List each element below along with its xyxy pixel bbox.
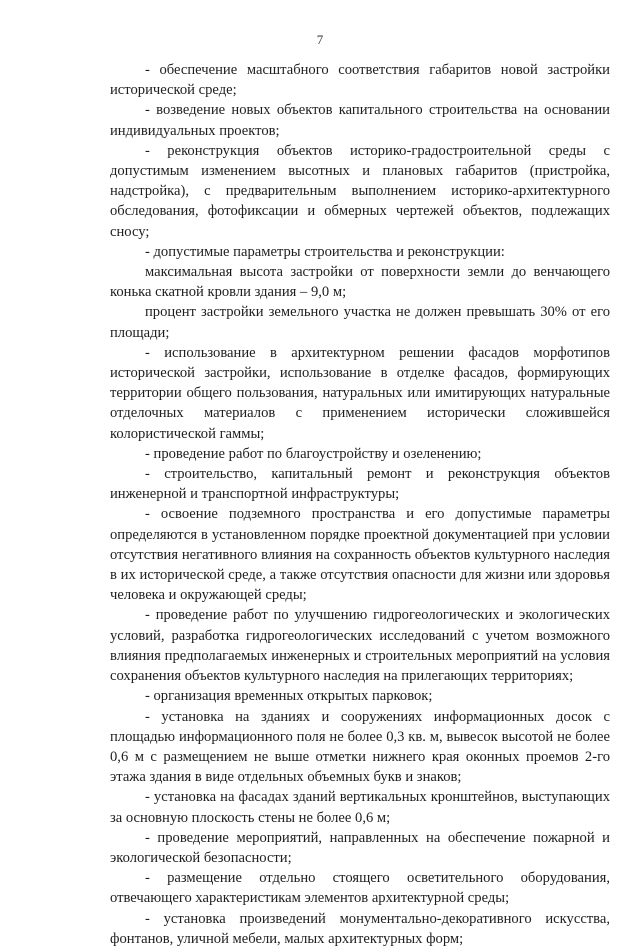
paragraph: - освоение подземного пространства и его допустимые параметры определяются в установленном порядке проектной документацией при условии отсутствия негативного влияния на сохранность объектов культурного наследия в их исторической среде, а также отсутствия опасности для жизни или здоровья человека и окружающей среды; [110, 506, 610, 604]
paragraph: - установка на фасадах зданий вертикальных кронштейнов, выступающих за основную плоскость стены не более 0,6 м; [110, 789, 610, 826]
paragraph: - использование в архитектурном решении фасадов морфотипов исторической застройки, использование в отделке фасадов, формирующих территории общего пользования, натуральных или имитирующих натуральные отделочных материалов с применением исторически сложившейся колористической гаммы; [110, 344, 610, 442]
paragraph: - строительство, капитальный ремонт и реконструкция объектов инженерной и транспортной инфраструктуры; [110, 466, 610, 503]
paragraph: - возведение новых объектов капитального строительства на основании индивидуальных проектов; [110, 102, 610, 139]
paragraph: - допустимые параметры строительства и реконструкции: [145, 243, 505, 260]
paragraph: - установка на зданиях и сооружениях информационных досок с площадью информационного поля не более 0,3 кв. м, вывесок высотой не более 0,6 м с размещением не выше отметки нижнего края оконных проемов 2-го этажа здания в виде отдельных объемных букв и знаков; [110, 708, 610, 786]
page-number: 7 [316, 32, 324, 47]
paragraph: процент застройки земельного участка не должен превышать 30% от его площади; [110, 304, 610, 341]
paragraph: - размещение отдельно стоящего осветительного оборудования, отвечающего характеристикам элементов архитектурной среды; [110, 870, 610, 907]
paragraph: - проведение работ по благоустройству и озеленению; [145, 445, 482, 462]
paragraph: - установка произведений монументально-декоративного искусства, фонтанов, уличной мебели, малых архитектурных форм; [110, 910, 610, 947]
paragraph: - организация временных открытых парковок; [145, 688, 433, 705]
paragraph: - реконструкция объектов историко-градостроительной среды с допустимым изменением высотных и плановых габаритов (пристройка, надстройка), с предварительным выполнением историко-архитектурного обследования, фотофиксации и обмерных чертежей объектов, подлежащих сносу; [110, 142, 610, 240]
paragraph: - обеспечение масштабного соответствия габаритов новой застройки исторической среде; [110, 62, 610, 99]
paragraph: максимальная высота застройки от поверхности земли до венчающего конька скатной кровли здания – 9,0 м; [110, 264, 610, 301]
paragraph: - проведение мероприятий, направленных на обеспечение пожарной и экологической безопасности; [110, 829, 610, 866]
paragraph: - проведение работ по улучшению гидрогеологических и экологических условий, разработка гидрогеологических исследований с учетом возможного влияния предполагаемых инженерных и строительных мероприятий на условия сохранения объектов культурного наследия на прилегающих территориях; [110, 607, 610, 685]
document-body [110, 60, 610, 949]
